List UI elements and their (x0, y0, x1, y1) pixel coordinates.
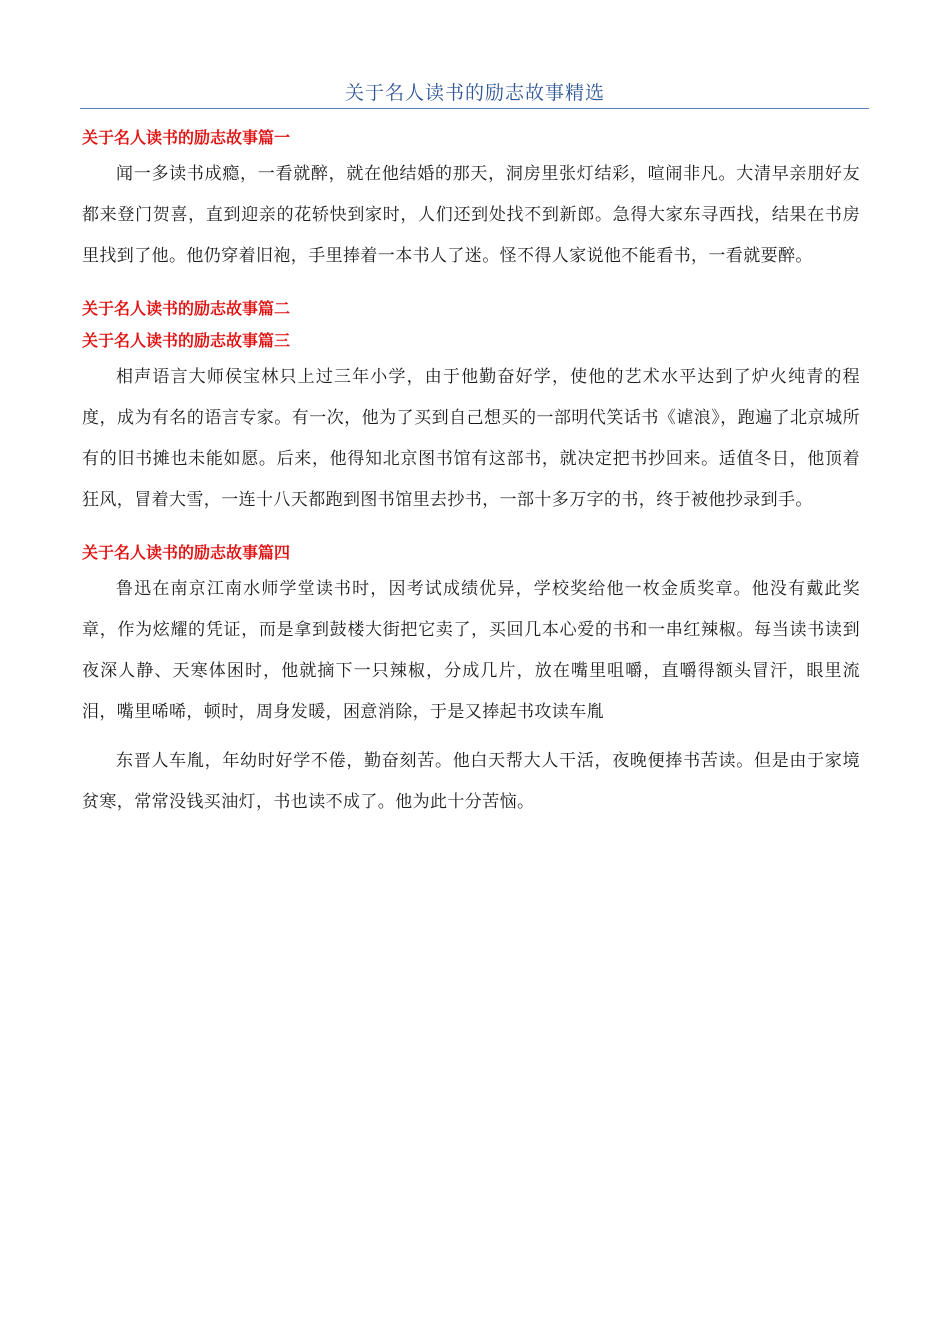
section-4-paragraph-1: 鲁迅在南京江南水师学堂读书时，因考试成绩优异，学校奖给他一枚金质奖章。他没有戴此奖章，作为炫耀的凭证，而是拿到鼓楼大街把它卖了，买回几本心爱的书和一串红辣椒。每当读书读到夜深人静、天寒体困时，他就摘下一只辣椒，分成几片，放在嘴里咀嚼，直嚼得额头冒汗，眼里流泪，嘴里唏唏，顿时，周身发暖，困意消除，于是又捧起书攻读车胤 (82, 579, 860, 722)
section-heading-4: 关于名人读书的励志故事篇四 (82, 543, 291, 562)
section-3-paragraph-1: 相声语言大师侯宝林只上过三年小学，由于他勤奋好学，使他的艺术水平达到了炉火纯青的程度，成为有名的语言专家。有一次，他为了买到自己想买的一部明代笑话书《谑浪》，跑遍了北京城所有的旧书摊也未能如愿。后来，他得知北京图书馆有这部书，就决定把书抄回来。适值冬日，他顶着狂风，冒着大雪，一连十八天都跑到图书馆里去抄书，一部十多万字的书，终于被他抄录到手。 (82, 367, 860, 510)
section-heading-1: 关于名人读书的励志故事篇一 (82, 128, 291, 147)
spacer (82, 733, 860, 741)
section-heading-3: 关于名人读书的励志故事篇三 (82, 331, 291, 350)
section-1-paragraph-1: 闻一多读书成瘾，一看就醉，就在他结婚的那天，洞房里张灯结彩，喧闹非凡。大清早亲朋好友都来登门贺喜，直到迎亲的花轿快到家时，人们还到处找不到新郎。急得大家东寻西找，结果在书房里找到了他。他仍穿着旧袍，手里捧着一本书人了迷。怪不得人家说他不能看书，一看就要醉。 (82, 164, 860, 266)
section-heading-2: 关于名人读书的励志故事篇二 (82, 299, 291, 318)
spacer (82, 521, 860, 537)
document-body (82, 122, 860, 823)
title-underline (80, 108, 869, 109)
spacer (82, 277, 860, 293)
section-4-paragraph-2: 东晋人车胤，年幼时好学不倦，勤奋刻苦。他白天帮大人干活，夜晚便捧书苦读。但是由于家境贫寒，常常没钱买油灯，书也读不成了。他为此十分苦恼。 (82, 751, 860, 812)
page-title: 关于名人读书的励志故事精选 (344, 82, 605, 104)
